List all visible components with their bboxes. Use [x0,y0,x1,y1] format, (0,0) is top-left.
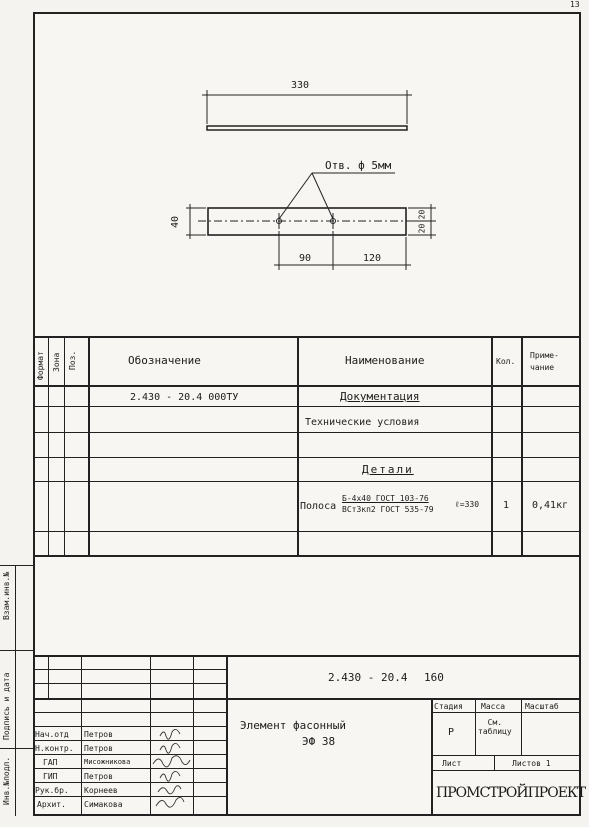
dim-20b: 20 [417,223,427,234]
part-line2: ВСт3кп2 ГОСТ 535-79 [342,505,434,514]
hdr-note: Приме- чание [530,351,559,372]
dim-330: 330 [291,80,310,91]
role-2: Н.контр. [35,744,74,753]
hole-note: Отв. ф 5мм [325,159,392,172]
stage-value: Р [448,727,455,738]
mass-value: См. таблицу [478,718,512,736]
sheet-number: 13 [570,0,580,9]
role-4: ГИП [43,772,58,781]
designation-value: 2.430 - 20.4 000ТУ [130,392,239,403]
role-6: Архит. [37,800,66,809]
org-name: ПРОМСТРОЙПРОЕКТ [436,785,586,801]
sheet-label: Лист [442,759,462,768]
name-5: Корнеев [84,786,118,795]
scale-label: Масштаб [525,702,559,711]
name-3: Мисожникова [84,758,131,766]
hdr-name: Наименование [345,354,425,367]
inv-label: Инв.№подл. [2,756,11,805]
mass-label: Масса [481,702,506,711]
hdr-designation: Обозначение [128,354,201,367]
title-line1: Элемент фасонный [240,719,346,732]
section-docs: Документация [340,390,420,403]
sheets-label: Листов 1 [512,759,551,768]
name-2: Петров [84,744,113,753]
name-1: Петров [84,730,113,739]
hdr-zone: Зона [52,352,61,372]
hdr-format: Формат [36,351,45,380]
dim-120: 120 [363,253,382,264]
doc-code: 2.430 - 20.4 [328,671,408,684]
part-note: 0,41кг [532,500,569,511]
section-parts: Детали [362,463,414,476]
dim-20a: 20 [417,209,427,220]
hdr-pos: Поз. [68,350,77,370]
dim-40: 40 [170,215,182,229]
stage-label: Стадия [434,702,463,711]
part-length: ℓ=330 [455,500,480,509]
doc-code-suffix: 160 [424,671,444,684]
part-line1: Б-4х40 ГОСТ 103-76 [342,494,429,503]
name-4: Петров [84,772,113,781]
dim-90: 90 [299,253,312,264]
name-6: Симакова [84,800,123,809]
role-3: ГАП [43,758,58,767]
role-1: Нач.отд [35,730,69,739]
hdr-qty: Кол. [496,357,516,366]
title-line2: ЭФ 38 [302,735,336,748]
tech-conditions: Технические условия [305,417,420,428]
part-qty: 1 [503,500,510,511]
vzam-label: Взам.инв.№ [2,571,11,620]
part-prefix: Полоса [300,501,337,512]
sign-date-label: Подпись и дата [2,672,11,740]
role-5: Рук.бр. [35,786,69,795]
